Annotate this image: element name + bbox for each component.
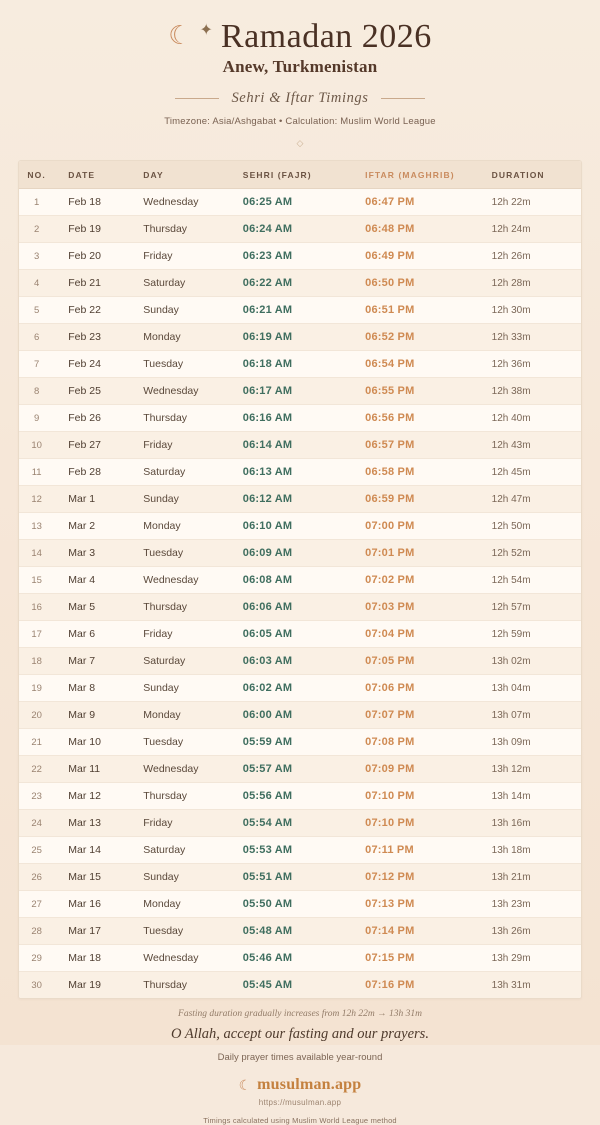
table-row (19, 972, 581, 999)
table-row (19, 405, 581, 432)
timezone-calculation-meta: Timezone: Asia/Ashgabat • Calculation: Muslim World League (164, 116, 436, 127)
table-row (19, 756, 581, 783)
cell-sehri: 06:23 AM (239, 243, 361, 270)
cell-iftar: 06:54 PM (361, 351, 488, 378)
cell-iftar: 07:01 PM (361, 540, 488, 567)
brand-url[interactable]: https://musulman.app (258, 1098, 342, 1107)
table-row (19, 675, 581, 702)
cell-sehri: 06:22 AM (239, 270, 361, 297)
cell-day: Monday (139, 702, 239, 729)
cell-day: Thursday (139, 405, 239, 432)
cell-date: Mar 10 (54, 729, 139, 756)
cell-no: 4 (19, 270, 54, 297)
cell-sehri: 05:59 AM (239, 729, 361, 756)
star-icon: ✦ (199, 22, 213, 39)
table-row (19, 378, 581, 405)
cell-date: Mar 11 (54, 756, 139, 783)
cell-duration: 12h 59m (488, 621, 581, 648)
cell-duration: 12h 54m (488, 567, 581, 594)
divider-right (381, 98, 425, 99)
cell-no: 3 (19, 243, 54, 270)
cell-sehri: 06:08 AM (239, 567, 361, 594)
table-header-row (19, 161, 581, 189)
cell-date: Mar 17 (54, 918, 139, 945)
cell-day: Saturday (139, 837, 239, 864)
cell-no: 7 (19, 351, 54, 378)
cell-iftar: 07:15 PM (361, 945, 488, 972)
cell-sehri: 06:18 AM (239, 351, 361, 378)
cell-no: 1 (19, 189, 54, 216)
cell-duration: 12h 26m (488, 243, 581, 270)
cell-day: Tuesday (139, 729, 239, 756)
table-row (19, 513, 581, 540)
cell-duration: 12h 45m (488, 459, 581, 486)
table-row (19, 702, 581, 729)
cell-date: Mar 3 (54, 540, 139, 567)
table-row (19, 891, 581, 918)
table-row (19, 783, 581, 810)
cell-duration: 13h 04m (488, 675, 581, 702)
cell-no: 13 (19, 513, 54, 540)
cell-day: Monday (139, 513, 239, 540)
cell-iftar: 07:04 PM (361, 621, 488, 648)
cell-iftar: 07:10 PM (361, 783, 488, 810)
cell-date: Feb 23 (54, 324, 139, 351)
cell-day: Friday (139, 432, 239, 459)
cell-sehri: 06:06 AM (239, 594, 361, 621)
cell-date: Mar 15 (54, 864, 139, 891)
cell-duration: 12h 40m (488, 405, 581, 432)
cell-sehri: 06:03 AM (239, 648, 361, 675)
cell-no: 11 (19, 459, 54, 486)
cell-sehri: 06:21 AM (239, 297, 361, 324)
cell-no: 29 (19, 945, 54, 972)
brand-name[interactable]: musulman.app (257, 1076, 362, 1093)
cell-duration: 13h 21m (488, 864, 581, 891)
cell-day: Wednesday (139, 189, 239, 216)
cell-no: 2 (19, 216, 54, 243)
cell-date: Mar 6 (54, 621, 139, 648)
cell-day: Sunday (139, 675, 239, 702)
cell-date: Mar 2 (54, 513, 139, 540)
cell-no: 6 (19, 324, 54, 351)
cell-sehri: 06:13 AM (239, 459, 361, 486)
cell-day: Wednesday (139, 378, 239, 405)
brand-row[interactable] (18, 1076, 582, 1094)
duration-note: Fasting duration gradually increases from 12h 22m → 13h 31m (178, 1009, 422, 1019)
section-label: Sehri & Iftar Timings (231, 90, 369, 106)
cell-no: 28 (19, 918, 54, 945)
cell-sehri: 05:56 AM (239, 783, 361, 810)
cell-iftar: 07:08 PM (361, 729, 488, 756)
table-row (19, 243, 581, 270)
table-header (19, 161, 581, 189)
cell-iftar: 07:11 PM (361, 837, 488, 864)
cell-sehri: 06:10 AM (239, 513, 361, 540)
cell-date: Mar 5 (54, 594, 139, 621)
table-row (19, 918, 581, 945)
cell-sehri: 05:48 AM (239, 918, 361, 945)
cell-iftar: 06:49 PM (361, 243, 488, 270)
cell-day: Monday (139, 324, 239, 351)
cell-duration: 13h 26m (488, 918, 581, 945)
column-header-iftar: IFTAR (MAGHRIB) (361, 161, 488, 189)
cell-duration: 12h 52m (488, 540, 581, 567)
table-body (19, 189, 581, 999)
cell-sehri: 05:46 AM (239, 945, 361, 972)
cell-no: 16 (19, 594, 54, 621)
table-row (19, 270, 581, 297)
cell-duration: 13h 31m (488, 972, 581, 999)
cell-duration: 12h 30m (488, 297, 581, 324)
cell-no: 8 (19, 378, 54, 405)
cell-iftar: 06:47 PM (361, 189, 488, 216)
cell-date: Feb 19 (54, 216, 139, 243)
cell-iftar: 07:06 PM (361, 675, 488, 702)
cell-date: Mar 8 (54, 675, 139, 702)
cell-iftar: 07:09 PM (361, 756, 488, 783)
table-row (19, 216, 581, 243)
cell-iftar: 06:51 PM (361, 297, 488, 324)
cell-sehri: 06:14 AM (239, 432, 361, 459)
crescent-moon-icon: ☾ (168, 20, 192, 50)
cell-day: Sunday (139, 864, 239, 891)
cell-iftar: 06:52 PM (361, 324, 488, 351)
cell-day: Monday (139, 891, 239, 918)
cell-sehri: 06:24 AM (239, 216, 361, 243)
cell-date: Mar 9 (54, 702, 139, 729)
cell-day: Friday (139, 621, 239, 648)
calculation-method-note: Timings calculated using Muslim World League method (203, 1116, 397, 1125)
cell-date: Mar 16 (54, 891, 139, 918)
table-row (19, 567, 581, 594)
cell-no: 18 (19, 648, 54, 675)
brand-crescent-moon-icon: ☾ (238, 1077, 252, 1093)
cell-iftar: 07:02 PM (361, 567, 488, 594)
timings-table-card (18, 160, 582, 999)
cell-sehri: 05:53 AM (239, 837, 361, 864)
cell-sehri: 06:05 AM (239, 621, 361, 648)
cell-duration: 13h 09m (488, 729, 581, 756)
table-row (19, 621, 581, 648)
cell-date: Mar 7 (54, 648, 139, 675)
cell-date: Feb 26 (54, 405, 139, 432)
cell-day: Thursday (139, 594, 239, 621)
cell-no: 24 (19, 810, 54, 837)
cell-day: Friday (139, 810, 239, 837)
cell-no: 14 (19, 540, 54, 567)
location-subtitle: Anew, Turkmenistan (222, 57, 378, 76)
cell-duration: 12h 50m (488, 513, 581, 540)
cell-date: Mar 4 (54, 567, 139, 594)
cell-no: 30 (19, 972, 54, 999)
cell-duration: 12h 28m (488, 270, 581, 297)
cell-sehri: 05:50 AM (239, 891, 361, 918)
cell-iftar: 06:50 PM (361, 270, 488, 297)
cell-date: Mar 13 (54, 810, 139, 837)
column-header-day: DAY (139, 161, 239, 189)
cell-day: Tuesday (139, 351, 239, 378)
cell-no: 12 (19, 486, 54, 513)
cell-duration: 12h 38m (488, 378, 581, 405)
cell-day: Thursday (139, 972, 239, 999)
cell-sehri: 06:16 AM (239, 405, 361, 432)
cell-sehri: 06:02 AM (239, 675, 361, 702)
table-row (19, 459, 581, 486)
cell-sehri: 05:54 AM (239, 810, 361, 837)
cell-iftar: 07:14 PM (361, 918, 488, 945)
cell-date: Mar 19 (54, 972, 139, 999)
column-header-date: DATE (54, 161, 139, 189)
cell-iftar: 06:48 PM (361, 216, 488, 243)
cell-sehri: 05:45 AM (239, 972, 361, 999)
cell-duration: 12h 36m (488, 351, 581, 378)
cell-duration: 13h 18m (488, 837, 581, 864)
cell-no: 10 (19, 432, 54, 459)
cell-day: Tuesday (139, 540, 239, 567)
cell-no: 25 (19, 837, 54, 864)
footer (18, 1009, 582, 1125)
cell-no: 23 (19, 783, 54, 810)
cell-iftar: 06:56 PM (361, 405, 488, 432)
cell-sehri: 05:51 AM (239, 864, 361, 891)
cell-iftar: 06:57 PM (361, 432, 488, 459)
table-row (19, 729, 581, 756)
cell-duration: 13h 02m (488, 648, 581, 675)
cell-iftar: 06:55 PM (361, 378, 488, 405)
cell-duration: 12h 24m (488, 216, 581, 243)
cell-duration: 12h 57m (488, 594, 581, 621)
cell-duration: 12h 43m (488, 432, 581, 459)
cell-sehri: 05:57 AM (239, 756, 361, 783)
cell-day: Saturday (139, 648, 239, 675)
cell-iftar: 07:16 PM (361, 972, 488, 999)
column-header-no: NO. (19, 161, 54, 189)
cell-day: Wednesday (139, 567, 239, 594)
table-row (19, 351, 581, 378)
cell-sehri: 06:17 AM (239, 378, 361, 405)
cell-sehri: 06:19 AM (239, 324, 361, 351)
table-row (19, 837, 581, 864)
table-row (19, 864, 581, 891)
cell-date: Feb 28 (54, 459, 139, 486)
page-title: Ramadan 2026 (220, 18, 432, 55)
cell-date: Mar 18 (54, 945, 139, 972)
cell-no: 15 (19, 567, 54, 594)
cell-duration: 13h 14m (488, 783, 581, 810)
cell-duration: 13h 07m (488, 702, 581, 729)
cell-date: Mar 12 (54, 783, 139, 810)
cell-iftar: 07:05 PM (361, 648, 488, 675)
table-row (19, 945, 581, 972)
cell-no: 9 (19, 405, 54, 432)
cell-date: Mar 1 (54, 486, 139, 513)
column-header-sehri: SEHRI (FAJR) (239, 161, 361, 189)
cell-duration: 12h 47m (488, 486, 581, 513)
title-row (18, 18, 582, 56)
cell-duration: 12h 33m (488, 324, 581, 351)
cell-day: Sunday (139, 297, 239, 324)
cell-iftar: 07:10 PM (361, 810, 488, 837)
cell-date: Feb 21 (54, 270, 139, 297)
cell-day: Saturday (139, 459, 239, 486)
column-header-duration: DURATION (488, 161, 581, 189)
cell-duration: 13h 16m (488, 810, 581, 837)
divider-left (175, 98, 219, 99)
cell-day: Thursday (139, 783, 239, 810)
cell-day: Thursday (139, 216, 239, 243)
cell-iftar: 07:03 PM (361, 594, 488, 621)
dua-text: O Allah, accept our fasting and our prayers. (171, 1026, 429, 1042)
cell-no: 5 (19, 297, 54, 324)
cell-iftar: 07:12 PM (361, 864, 488, 891)
cell-duration: 13h 23m (488, 891, 581, 918)
cell-date: Feb 20 (54, 243, 139, 270)
cell-no: 19 (19, 675, 54, 702)
cell-sehri: 06:12 AM (239, 486, 361, 513)
cell-no: 26 (19, 864, 54, 891)
cell-date: Feb 25 (54, 378, 139, 405)
cell-duration: 13h 12m (488, 756, 581, 783)
year-round-note: Daily prayer times available year-round (217, 1052, 383, 1063)
cell-duration: 13h 29m (488, 945, 581, 972)
cell-date: Feb 22 (54, 297, 139, 324)
cell-date: Feb 24 (54, 351, 139, 378)
table-row (19, 540, 581, 567)
cell-day: Wednesday (139, 756, 239, 783)
cell-day: Tuesday (139, 918, 239, 945)
header (18, 0, 582, 149)
cell-no: 27 (19, 891, 54, 918)
cell-no: 22 (19, 756, 54, 783)
cell-sehri: 06:25 AM (239, 189, 361, 216)
cell-no: 20 (19, 702, 54, 729)
diamond-ornament-icon: ◇ (296, 138, 304, 148)
table-row (19, 324, 581, 351)
cell-day: Sunday (139, 486, 239, 513)
table-row (19, 486, 581, 513)
cell-sehri: 06:00 AM (239, 702, 361, 729)
cell-date: Feb 18 (54, 189, 139, 216)
table-row (19, 648, 581, 675)
table-row (19, 432, 581, 459)
cell-no: 17 (19, 621, 54, 648)
table-row (19, 297, 581, 324)
table-row (19, 189, 581, 216)
cell-iftar: 06:58 PM (361, 459, 488, 486)
section-label-row (18, 90, 582, 107)
timings-table (19, 161, 581, 998)
cell-iftar: 07:07 PM (361, 702, 488, 729)
cell-iftar: 06:59 PM (361, 486, 488, 513)
cell-date: Mar 14 (54, 837, 139, 864)
cell-duration: 12h 22m (488, 189, 581, 216)
cell-sehri: 06:09 AM (239, 540, 361, 567)
table-row (19, 594, 581, 621)
table-row (19, 810, 581, 837)
cell-iftar: 07:00 PM (361, 513, 488, 540)
cell-date: Feb 27 (54, 432, 139, 459)
cell-no: 21 (19, 729, 54, 756)
cell-day: Wednesday (139, 945, 239, 972)
cell-iftar: 07:13 PM (361, 891, 488, 918)
cell-day: Friday (139, 243, 239, 270)
cell-day: Saturday (139, 270, 239, 297)
